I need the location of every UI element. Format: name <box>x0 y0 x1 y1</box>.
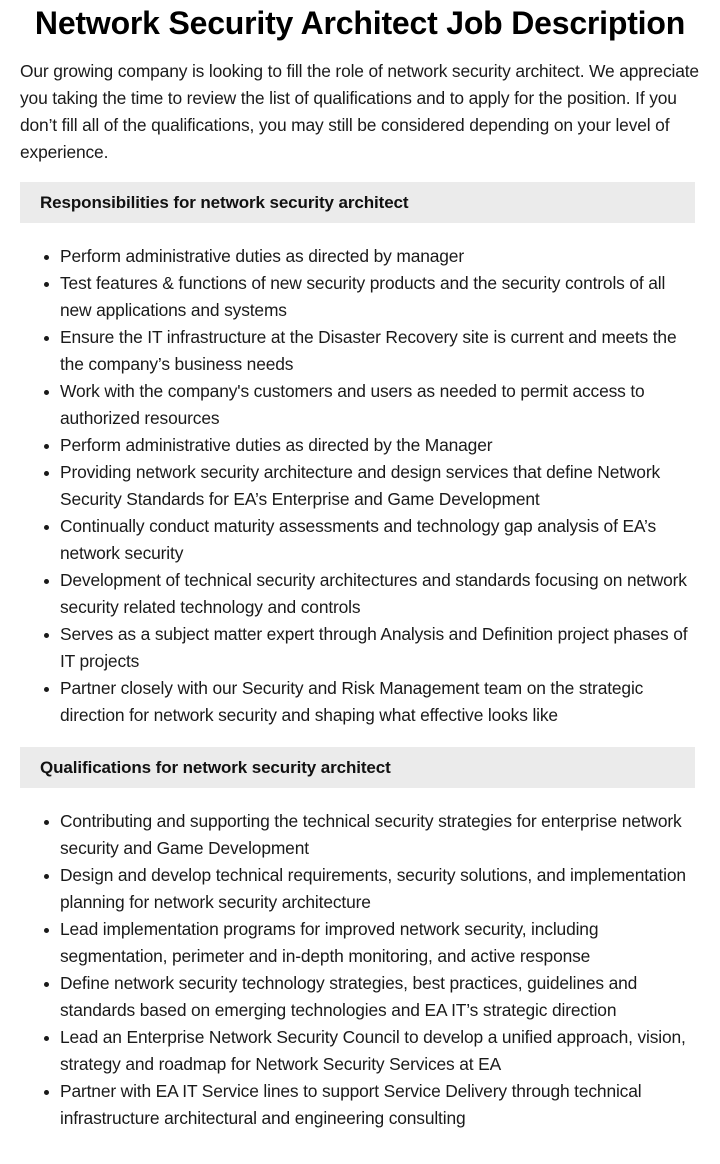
list-item <box>60 459 700 513</box>
qualifications-header <box>20 747 695 788</box>
bullet-icon <box>44 687 49 692</box>
bullet-icon <box>44 1090 49 1095</box>
list-item-text: Contributing and supporting the technical security strategies for enterprise network security and Game Development <box>60 811 682 858</box>
list-item-text: Ensure the IT infrastructure at the Disaster Recovery site is current and meets the the company’s business needs <box>60 327 677 374</box>
list-item <box>60 808 700 862</box>
bullet-icon <box>44 633 49 638</box>
list-item <box>60 270 700 324</box>
bullet-icon <box>44 336 49 341</box>
list-item <box>60 916 700 970</box>
bullet-icon <box>44 471 49 476</box>
bullet-icon <box>44 820 49 825</box>
list-item-text: Serves as a subject matter expert through Analysis and Definition project phases of IT projects <box>60 624 688 671</box>
responsibilities-heading: Responsibilities for network security architect <box>40 192 409 212</box>
bullet-icon <box>44 444 49 449</box>
intro-paragraph: Our growing company is looking to fill the role of network security architect. We appreciate you taking the time to review the list of qualifications and to apply for the position. If you don’t fill all of the qualifications, you may still be considered depending on your level of experience. <box>20 61 699 162</box>
list-item <box>60 675 700 729</box>
list-item-text: Design and develop technical requirements, security solutions, and implementation planning for network security architecture <box>60 865 686 912</box>
list-item-text: Define network security technology strategies, best practices, guidelines and standards based on emerging technologies and EA IT’s strategic direction <box>60 973 638 1020</box>
list-item-text: Partner with EA IT Service lines to support Service Delivery through technical infrastructure architectural and engineering consulting <box>60 1081 642 1128</box>
bullet-icon <box>44 579 49 584</box>
page-title: Network Security Architect Job Description <box>34 5 686 41</box>
responsibilities-list <box>20 243 700 729</box>
list-item-text: Development of technical security architectures and standards focusing on network security related technology and controls <box>60 570 687 617</box>
list-item-text: Test features & functions of new security products and the security controls of all new applications and systems <box>60 273 666 320</box>
list-item-text: Continually conduct maturity assessments and technology gap analysis of EA’s network security <box>60 516 656 563</box>
responsibilities-header <box>20 182 695 223</box>
list-item <box>60 1024 700 1078</box>
list-item <box>60 970 700 1024</box>
list-item <box>60 567 700 621</box>
list-item <box>60 621 700 675</box>
list-item-text: Perform administrative duties as directed by the Manager <box>60 435 493 455</box>
bullet-icon <box>44 928 49 933</box>
bullet-icon <box>44 255 49 260</box>
bullet-icon <box>44 1036 49 1041</box>
qualifications-list <box>20 808 700 1132</box>
bullet-icon <box>44 282 49 287</box>
bullet-icon <box>44 982 49 987</box>
bullet-icon <box>44 525 49 530</box>
list-item <box>60 1078 700 1132</box>
list-item-text: Lead an Enterprise Network Security Council to develop a unified approach, vision, strategy and roadmap for Network Security Services at EA <box>60 1027 686 1074</box>
list-item <box>60 432 700 459</box>
list-item-text: Lead implementation programs for improved network security, including segmentation, perimeter and in-depth monitoring, and active response <box>60 919 599 966</box>
list-item-text: Providing network security architecture and design services that define Network Security Standards for EA’s Enterprise and Game Development <box>60 462 661 509</box>
bullet-icon <box>44 390 49 395</box>
list-item-text: Work with the company's customers and users as needed to permit access to authorized resources <box>60 381 645 428</box>
list-item-text: Perform administrative duties as directed by manager <box>60 246 464 266</box>
list-item <box>60 324 700 378</box>
list-item <box>60 378 700 432</box>
list-item <box>60 513 700 567</box>
list-item <box>60 862 700 916</box>
list-item-text: Partner closely with our Security and Risk Management team on the strategic direction for network security and shaping what effective looks like <box>60 678 644 725</box>
list-item <box>60 243 700 270</box>
qualifications-heading: Qualifications for network security architect <box>40 757 391 777</box>
bullet-icon <box>44 874 49 879</box>
